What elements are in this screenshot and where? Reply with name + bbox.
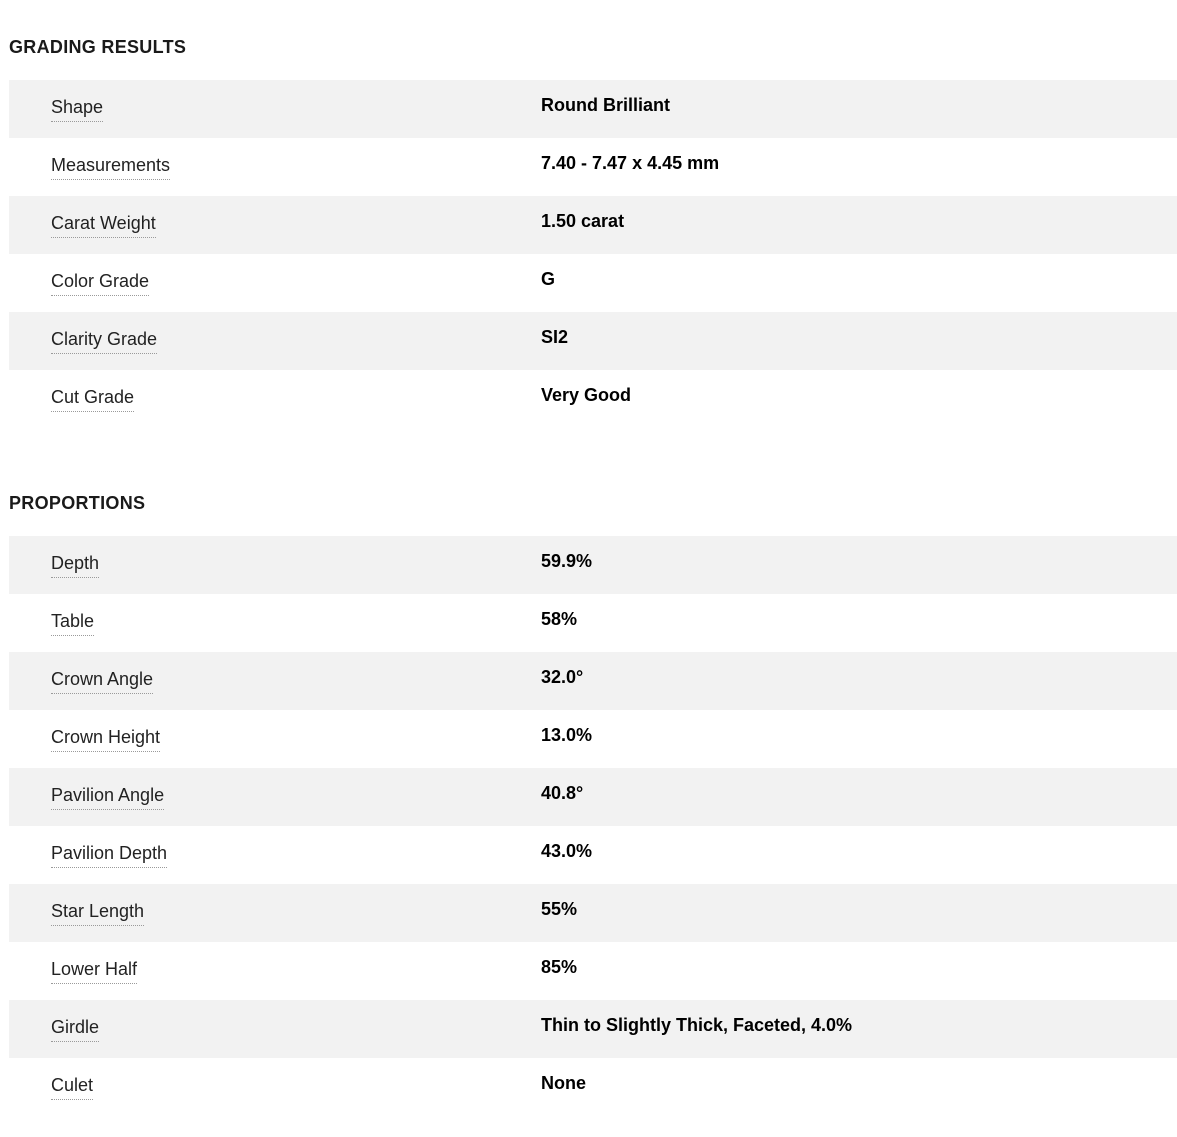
grading-row-color-grade xyxy=(9,254,1177,312)
row-value: 58% xyxy=(541,609,578,629)
grading-row-clarity-grade xyxy=(9,312,1177,370)
row-value: SI2 xyxy=(541,327,569,347)
row-label[interactable]: Lower Half xyxy=(51,958,137,984)
proportions-row-girdle xyxy=(9,1000,1177,1058)
proportions-row-culet xyxy=(9,1058,1177,1116)
row-value: 7.40 - 7.47 x 4.45 mm xyxy=(541,153,720,173)
row-value: 40.8° xyxy=(541,783,584,803)
proportions-table xyxy=(9,536,1177,1116)
row-label[interactable]: Crown Height xyxy=(51,726,160,752)
proportions-title: PROPORTIONS xyxy=(9,493,146,513)
grading-row-cut-grade xyxy=(9,370,1177,428)
row-label[interactable]: Pavilion Depth xyxy=(51,842,167,868)
row-value: None xyxy=(541,1073,586,1093)
row-label[interactable]: Shape xyxy=(51,96,103,122)
row-value: 85% xyxy=(541,957,578,977)
proportions-row-pavilion-angle xyxy=(9,768,1177,826)
row-label[interactable]: Table xyxy=(51,610,94,636)
row-value: 32.0° xyxy=(541,667,584,687)
grading-row-measurements xyxy=(9,138,1177,196)
proportions-row-star-length xyxy=(9,884,1177,942)
row-label[interactable]: Depth xyxy=(51,552,99,578)
row-value: 55% xyxy=(541,899,578,919)
proportions-row-crown-height xyxy=(9,710,1177,768)
grading-results-title: GRADING RESULTS xyxy=(9,37,187,57)
row-label[interactable]: Measurements xyxy=(51,154,170,180)
row-label[interactable]: Star Length xyxy=(51,900,144,926)
row-label[interactable]: Cut Grade xyxy=(51,386,134,412)
row-label[interactable]: Girdle xyxy=(51,1016,99,1042)
row-label[interactable]: Carat Weight xyxy=(51,212,156,238)
grading-results-section xyxy=(9,36,1177,428)
row-value: 1.50 carat xyxy=(541,211,625,231)
row-value: Thin to Slightly Thick, Faceted, 4.0% xyxy=(541,1015,853,1035)
proportions-row-lower-half xyxy=(9,942,1177,1000)
row-value: 59.9% xyxy=(541,551,593,571)
row-value: G xyxy=(541,269,556,289)
proportions-row-table xyxy=(9,594,1177,652)
row-value: 13.0% xyxy=(541,725,593,745)
row-value: Round Brilliant xyxy=(541,95,670,115)
proportions-row-depth xyxy=(9,536,1177,594)
row-label[interactable]: Pavilion Angle xyxy=(51,784,164,810)
row-value: 43.0% xyxy=(541,841,593,861)
grading-row-shape xyxy=(9,80,1177,138)
row-label[interactable]: Crown Angle xyxy=(51,668,153,694)
row-label[interactable]: Clarity Grade xyxy=(51,328,157,354)
grading-results-table xyxy=(9,80,1177,428)
proportions-section xyxy=(9,492,1177,1116)
proportions-row-crown-angle xyxy=(9,652,1177,710)
proportions-row-pavilion-depth xyxy=(9,826,1177,884)
row-value: Very Good xyxy=(541,385,632,405)
grading-row-carat-weight xyxy=(9,196,1177,254)
row-label[interactable]: Culet xyxy=(51,1074,93,1100)
row-label[interactable]: Color Grade xyxy=(51,270,149,296)
